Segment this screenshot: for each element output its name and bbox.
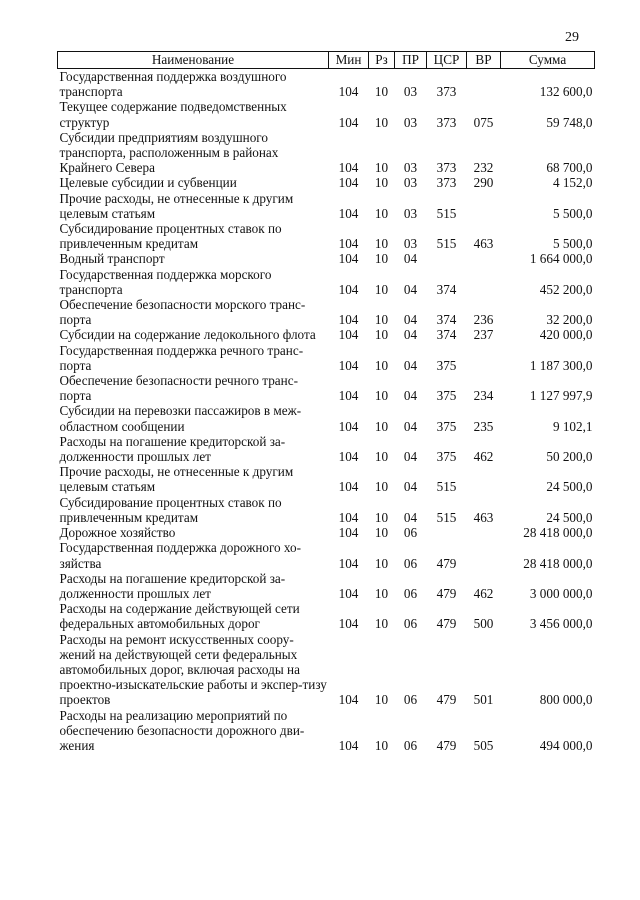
cell-pr: 04: [403, 281, 418, 297]
cell-sum: 494 000,0: [539, 737, 593, 753]
cell-csr: 479: [436, 585, 457, 601]
cell-name: Субсидии предприятиям воздушного транспорта, расположенным в районах Крайнего Севера: [59, 129, 279, 176]
cell-min: 104: [338, 281, 359, 297]
cell-min: 104: [338, 737, 359, 753]
cell-name: Расходы на погашение кредиторской за-долженности прошлых лет: [59, 570, 286, 601]
budget-table: [57, 51, 595, 753]
cell-sum: 24 500,0: [546, 479, 593, 495]
cell-pr: 03: [403, 114, 418, 130]
cell-rz: 10: [374, 509, 389, 525]
table-row: [58, 434, 595, 464]
cell-name: Государственная поддержка воздушного транспорта: [59, 69, 287, 100]
table-row: [58, 540, 595, 570]
cell-pr: 04: [403, 388, 418, 404]
table-row: [58, 464, 595, 494]
cell-sum: 132 600,0: [539, 84, 593, 100]
cell-csr: 373: [436, 175, 457, 191]
cell-min: 104: [338, 160, 359, 176]
cell-min: 104: [338, 175, 359, 191]
cell-name: Обеспечение безопасности морского транс-порта: [59, 297, 306, 328]
cell-csr: 373: [436, 84, 457, 100]
cell-name: Прочие расходы, не отнесенные к другим целевым статьям: [59, 464, 294, 495]
cell-pr: 04: [403, 449, 418, 465]
cell-min: 104: [338, 388, 359, 404]
cell-csr: 375: [436, 357, 457, 373]
cell-vr: 501: [473, 692, 494, 708]
cell-name: Расходы на содержание действующей сети федеральных автомобильных дорог: [59, 601, 300, 632]
cell-vr: 236: [473, 312, 494, 328]
table-row: [58, 632, 595, 708]
cell-rz: 10: [374, 281, 389, 297]
cell-sum: 1 187 300,0: [529, 357, 593, 373]
cell-min: 104: [338, 585, 359, 601]
cell-vr: 500: [473, 616, 494, 632]
cell-vr: 237: [473, 327, 494, 343]
cell-csr: 373: [436, 114, 457, 130]
cell-min: 104: [338, 312, 359, 328]
cell-name: Субсидии на содержание ледокольного флота: [59, 327, 316, 343]
cell-pr: 03: [403, 84, 418, 100]
table-row: [58, 708, 595, 754]
header-csr: ЦСР: [427, 52, 467, 69]
table-row: [58, 403, 595, 433]
cell-name: Расходы на погашение кредиторской за-долженности прошлых лет: [59, 433, 286, 465]
cell-pr: 04: [403, 327, 418, 343]
cell-name: Государственная поддержка речного транс-порта: [59, 342, 304, 373]
table-row: [58, 221, 595, 251]
cell-vr: 462: [473, 449, 494, 465]
cell-name: Расходы на ремонт искусственных соору-жений на действующей сети федеральных автомобильных дорог, включая расходы на проектно-изыскательские работы и экспер-тизу проектов: [59, 631, 327, 708]
cell-name: Целевые субсидии и субвенции: [59, 175, 237, 191]
table-row: [58, 251, 595, 266]
cell-rz: 10: [374, 555, 389, 571]
cell-sum: 32 200,0: [546, 312, 593, 328]
cell-name: Расходы на реализацию мероприятий по обеспечению безопасности дорожного дви-жения: [59, 707, 305, 753]
table-row: [58, 175, 595, 190]
cell-name: Обеспечение безопасности речного транс-порта: [59, 373, 298, 404]
page-number: 29: [565, 30, 579, 45]
cell-sum: 9 102,1: [552, 418, 593, 434]
cell-min: 104: [338, 449, 359, 465]
cell-pr: 03: [403, 175, 418, 191]
cell-vr: [467, 525, 501, 540]
header-sum: Сумма: [501, 52, 595, 69]
cell-vr: [467, 251, 501, 266]
cell-sum: 59 748,0: [546, 114, 593, 130]
cell-csr: 515: [436, 205, 457, 221]
cell-name: Субсидирование процентных ставок по привлеченным кредитам: [59, 221, 282, 252]
cell-csr: 479: [436, 555, 457, 571]
cell-vr: 463: [473, 236, 494, 252]
cell-vr: 505: [473, 737, 494, 753]
cell-min: 104: [338, 114, 359, 130]
table-row: [58, 267, 595, 297]
cell-pr: 03: [403, 160, 418, 176]
cell-vr: [467, 343, 501, 373]
cell-pr: 06: [403, 555, 418, 571]
header-rz: Рз: [369, 52, 395, 69]
cell-rz: 10: [374, 525, 389, 541]
table-row: [58, 69, 595, 100]
cell-csr: 374: [436, 327, 457, 343]
cell-csr: 375: [436, 449, 457, 465]
cell-pr: 06: [403, 585, 418, 601]
cell-vr: 463: [473, 509, 494, 525]
cell-vr: 290: [473, 175, 494, 191]
table-row: [58, 571, 595, 601]
cell-csr: 479: [436, 616, 457, 632]
cell-csr: 479: [436, 737, 457, 753]
cell-name: Субсидии на перевозки пассажиров в меж-областном сообщении: [59, 403, 302, 434]
cell-pr: 06: [403, 525, 418, 541]
cell-csr: 479: [436, 692, 457, 708]
cell-rz: 10: [374, 251, 389, 267]
cell-sum: 50 200,0: [546, 449, 593, 465]
cell-csr: 374: [436, 312, 457, 328]
cell-min: 104: [338, 84, 359, 100]
cell-rz: 10: [374, 479, 389, 495]
cell-min: 104: [338, 616, 359, 632]
cell-sum: 68 700,0: [546, 160, 593, 176]
table-row: [58, 343, 595, 373]
table-row: [58, 99, 595, 129]
cell-csr: [427, 525, 467, 540]
cell-pr: 04: [403, 251, 418, 267]
cell-rz: 10: [374, 175, 389, 191]
cell-sum: 800 000,0: [539, 692, 593, 708]
cell-rz: 10: [374, 205, 389, 221]
cell-vr: 235: [473, 418, 494, 434]
cell-rz: 10: [374, 114, 389, 130]
table-row: [58, 601, 595, 631]
table-row: [58, 130, 595, 176]
table-header: [58, 52, 595, 69]
cell-rz: 10: [374, 160, 389, 176]
cell-sum: 5 500,0: [552, 205, 593, 221]
cell-csr: 375: [436, 418, 457, 434]
cell-sum: 452 200,0: [539, 281, 593, 297]
cell-min: 104: [338, 327, 359, 343]
header-vr: ВР: [467, 52, 501, 69]
cell-min: 104: [338, 205, 359, 221]
table-row: [58, 191, 595, 221]
header-pr: ПР: [395, 52, 427, 69]
cell-pr: 06: [403, 616, 418, 632]
cell-name: Прочие расходы, не отнесенные к другим целевым статьям: [59, 190, 294, 221]
cell-sum: 5 500,0: [552, 236, 593, 252]
cell-csr: 515: [436, 479, 457, 495]
cell-min: 104: [338, 525, 359, 541]
cell-sum: 3 000 000,0: [529, 585, 593, 601]
cell-vr: 234: [473, 388, 494, 404]
cell-sum: 4 152,0: [552, 175, 593, 191]
cell-rz: 10: [374, 84, 389, 100]
cell-sum: 24 500,0: [546, 509, 593, 525]
cell-name: Текущее содержание подведомственных структур: [59, 99, 287, 130]
cell-sum: 1 664 000,0: [529, 251, 593, 267]
cell-pr: 04: [403, 312, 418, 328]
cell-rz: 10: [374, 312, 389, 328]
cell-pr: 04: [403, 509, 418, 525]
cell-csr: 373: [436, 160, 457, 176]
cell-name: Водный транспорт: [59, 251, 165, 267]
cell-min: 104: [338, 555, 359, 571]
cell-name: Дорожное хозяйство: [59, 525, 176, 541]
cell-sum: 420 000,0: [539, 327, 593, 343]
cell-rz: 10: [374, 737, 389, 753]
cell-min: 104: [338, 418, 359, 434]
cell-rz: 10: [374, 449, 389, 465]
cell-vr: 462: [473, 585, 494, 601]
cell-csr: 374: [436, 281, 457, 297]
header-name: Наименование: [58, 52, 329, 69]
cell-pr: 06: [403, 737, 418, 753]
cell-min: 104: [338, 479, 359, 495]
cell-pr: 06: [403, 692, 418, 708]
cell-min: 104: [338, 357, 359, 373]
table-body: [58, 69, 595, 754]
cell-min: 104: [338, 236, 359, 252]
cell-vr: 232: [473, 160, 494, 176]
cell-sum: 3 456 000,0: [529, 616, 593, 632]
cell-rz: 10: [374, 692, 389, 708]
cell-csr: 515: [436, 236, 457, 252]
cell-sum: 1 127 997,9: [529, 388, 593, 404]
cell-vr: 075: [473, 114, 494, 130]
cell-pr: 03: [403, 236, 418, 252]
table-row: [58, 495, 595, 525]
cell-name: Государственная поддержка дорожного хо-зяйства: [59, 540, 302, 571]
cell-csr: 515: [436, 509, 457, 525]
cell-name: Субсидирование процентных ставок по привлеченным кредитам: [59, 494, 282, 525]
table-row: [58, 327, 595, 342]
table-row: [58, 297, 595, 327]
cell-vr: [467, 540, 501, 570]
cell-vr: [467, 267, 501, 297]
cell-min: 104: [338, 509, 359, 525]
cell-pr: 04: [403, 418, 418, 434]
cell-pr: 04: [403, 357, 418, 373]
header-min: Мин: [329, 52, 369, 69]
cell-rz: 10: [374, 357, 389, 373]
cell-csr: [427, 251, 467, 266]
table-row: [58, 525, 595, 540]
cell-csr: 375: [436, 388, 457, 404]
cell-pr: 03: [403, 205, 418, 221]
cell-rz: 10: [374, 388, 389, 404]
cell-min: 104: [338, 251, 359, 267]
cell-rz: 10: [374, 327, 389, 343]
cell-vr: [467, 464, 501, 494]
cell-rz: 10: [374, 616, 389, 632]
cell-min: 104: [338, 692, 359, 708]
cell-rz: 10: [374, 236, 389, 252]
cell-rz: 10: [374, 585, 389, 601]
cell-sum: 28 418 000,0: [523, 525, 593, 541]
cell-pr: 04: [403, 479, 418, 495]
cell-vr: [467, 191, 501, 221]
table-row: [58, 373, 595, 403]
cell-rz: 10: [374, 418, 389, 434]
cell-sum: 28 418 000,0: [523, 555, 593, 571]
cell-name: Государственная поддержка морского транспорта: [59, 266, 272, 297]
cell-vr: [467, 69, 501, 100]
